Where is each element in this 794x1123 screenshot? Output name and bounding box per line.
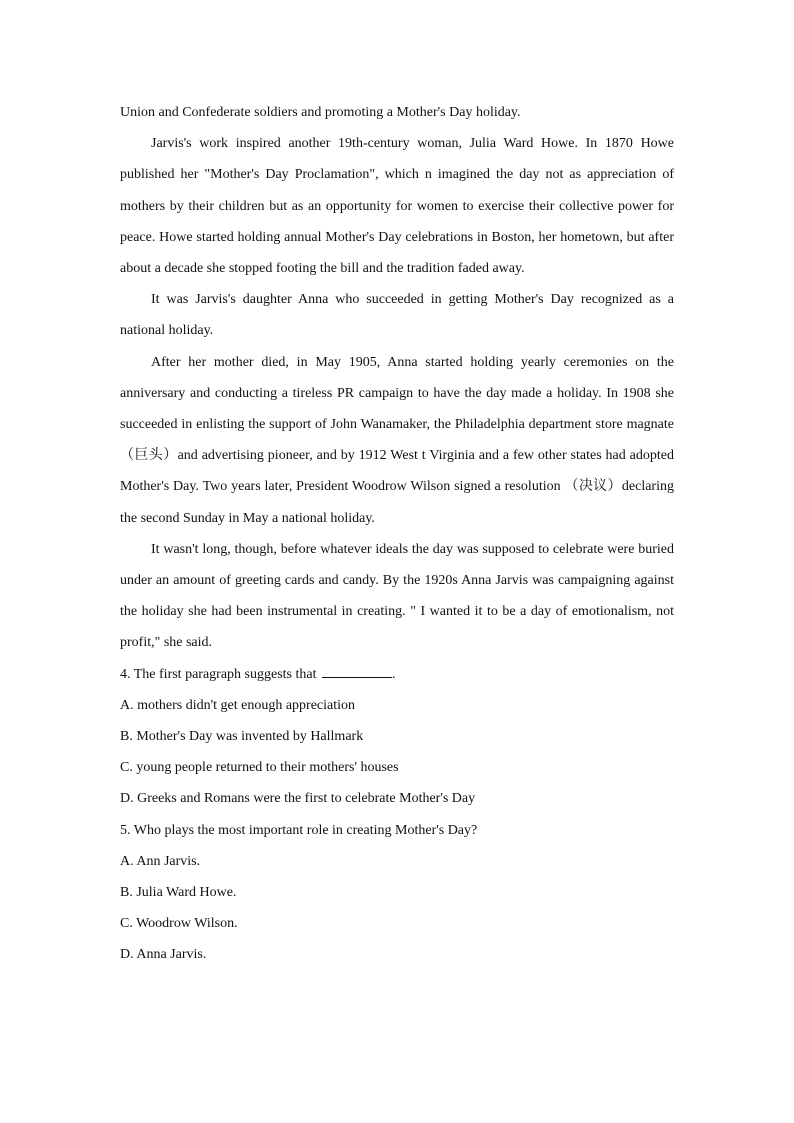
question-5-option-c: C. Woodrow Wilson. bbox=[120, 916, 238, 932]
question-4-option-c: C. young people returned to their mothers' houses bbox=[120, 760, 399, 776]
passage-paragraph-1: Union and Confederate soldiers and promoting a Mother's Day holiday. bbox=[120, 105, 521, 120]
passage-paragraph-4: After her mother died, in May 1905, Anna started holding yearly ceremonies on the anniversary and conducting a tireless PR campaign to have the day made a holiday. In 1908 she succeeded in enlisting the support of John Wanamaker, the Philadelphia department store magnate （巨头）and advertising pioneer, and by 1912 West t Virginia and a few other states had adopted Mother's Day. Two years later, President Woodrow Wilson signed a resolution （决议）declaring the second Sunday in May a national holiday. bbox=[120, 354, 674, 526]
question-4-option-b: B. Mother's Day was invented by Hallmark bbox=[120, 729, 364, 745]
question-5-option-d: D. Anna Jarvis. bbox=[120, 947, 207, 963]
passage-paragraph-2: Jarvis's work inspired another 19th-century woman, Julia Ward Howe. In 1870 Howe published her "Mother's Day Proclamation", which n imagined the day not as appreciation of mothers by their children but as an opportunity for women to exercise their collective power for peace. Howe started holding annual Mother's Day celebrations in Boston, her hometown, but after about a decade she stopped footing the bill and the tradition faded away. bbox=[120, 136, 674, 277]
question-4-stem: 4. The first paragraph suggests that bbox=[120, 666, 317, 682]
question-4-option-a: A. mothers didn't get enough appreciation bbox=[120, 697, 356, 713]
question-5: 5. Who plays the most important role in creating Mother's Day? bbox=[120, 822, 478, 838]
question-5-option-b: B. Julia Ward Howe. bbox=[120, 885, 237, 901]
passage-paragraph-3: It was Jarvis's daughter Anna who succeeded in getting Mother's Day recognized as a national holiday. bbox=[120, 292, 674, 339]
answer-blank bbox=[322, 663, 392, 678]
document-page bbox=[120, 97, 674, 971]
question-4 bbox=[120, 659, 674, 690]
question-5-option-a: A. Ann Jarvis. bbox=[120, 853, 201, 869]
passage-paragraph-5: It wasn't long, though, before whatever ideals the day was supposed to celebrate were buried under an amount of greeting cards and candy. By the 1920s Anna Jarvis was campaigning against the holiday she had been instrumental in creating. " I wanted it to be a day of emotionalism, not profit," she said. bbox=[120, 541, 674, 651]
question-4-end: . bbox=[391, 666, 396, 682]
question-4-option-d: D. Greeks and Romans were the first to celebrate Mother's Day bbox=[120, 791, 476, 807]
